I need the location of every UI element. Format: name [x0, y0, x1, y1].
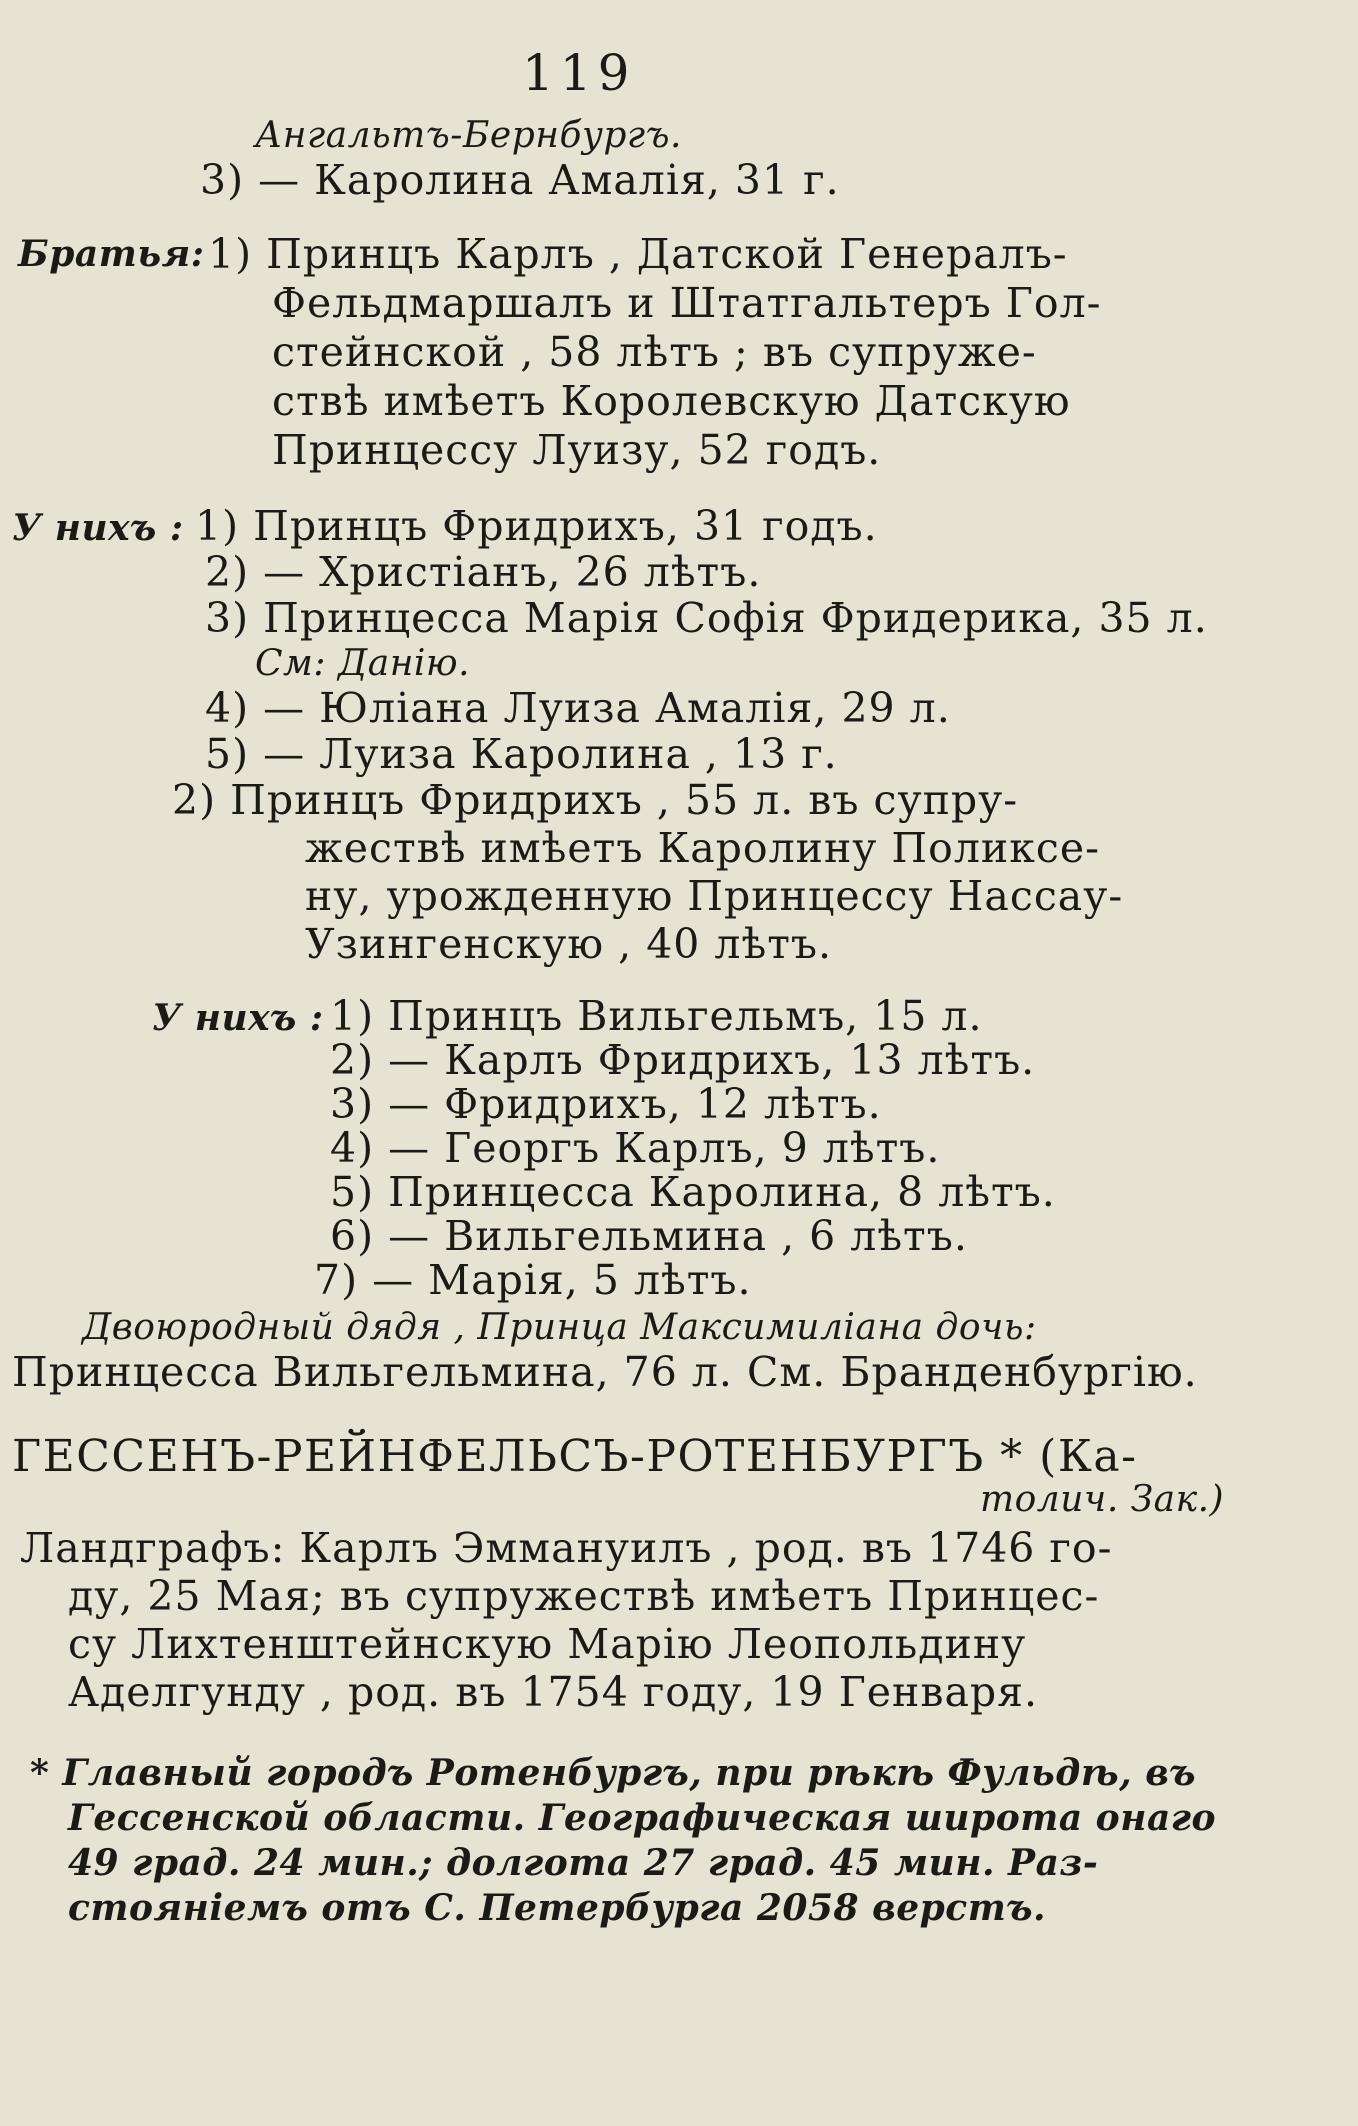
brother-2-line: Узингенскую , 40 лѣтъ. — [305, 920, 832, 968]
cousin-line: Двоюродный дядя , Принца Максимиліана дочь: — [82, 1307, 1037, 1348]
child-entry: 2) — Христіанъ, 26 лѣтъ. — [205, 548, 762, 596]
footnote-line: стояніемъ отъ С. Петербурга 2058 верстъ. — [68, 1887, 1047, 1929]
anhalt-line-3: 3) — Каролина Амалія, 31 г. — [200, 156, 840, 204]
child-entry: 4) — Юліана Луиза Амалія, 29 л. — [205, 684, 951, 732]
brother-1-line: стейнской , 58 лѣтъ ; въ супруже- — [272, 328, 1037, 376]
section-heading-cont: толич. Зак.) — [980, 1479, 1225, 1520]
child-entry: 5) Принцесса Каролина, 8 лѣтъ. — [330, 1168, 1056, 1216]
brother-1-line: 1) Принцъ Карлъ , Датской Генералъ- — [208, 230, 1068, 278]
cousin-line: Принцесса Вильгельмина, 76 л. См. Бранденбургію. — [12, 1348, 1198, 1396]
footnote-line: * Главный городъ Ротенбургъ, при рѣкѣ Фульдѣ, въ — [30, 1752, 1197, 1794]
landgrave-line: Аделгунду , род. въ 1754 году, 19 Генваря. — [68, 1668, 1039, 1716]
footnote-line: Гессенской области. Географическая широта онаго — [68, 1797, 1217, 1839]
child-entry: 4) — Георгъ Карлъ, 9 лѣтъ. — [330, 1124, 941, 1172]
brother-1-line: Принцессу Луизу, 52 годъ. — [272, 426, 882, 474]
brother-2-line: жествѣ имѣетъ Каролину Поликсе- — [305, 824, 1100, 872]
child-entry: 1) Принцъ Фридрихъ, 31 годъ. — [195, 502, 878, 550]
brother-1-line: ствѣ имѣетъ Королевскую Датскую — [272, 377, 1071, 425]
brother-2-line: 2) Принцъ Фридрихъ , 55 л. въ супру- — [172, 776, 1019, 824]
child-entry: 1) Принцъ Вильгельмъ, 15 л. — [330, 992, 983, 1040]
child-entry: 3) — Фридрихъ, 12 лѣтъ. — [330, 1080, 882, 1128]
brothers-label: Братья: — [18, 233, 205, 275]
brother-2-line: ну, урожденную Принцессу Нассау- — [305, 872, 1124, 920]
child-entry: 5) — Луиза Каролина , 13 г. — [205, 730, 838, 778]
section-heading: ГЕССЕНЪ-РЕЙНФЕЛЬСЪ-РОТЕНБУРГЪ * (Ка- — [12, 1431, 1138, 1482]
anhalt-header: Ангальтъ-Бернбургъ. — [255, 115, 682, 156]
page-number: 119 — [522, 44, 636, 102]
landgrave-line: Ландграфъ: Карлъ Эммануилъ , род. въ 1746 го- — [20, 1524, 1113, 1572]
cross-reference: См: Данію. — [255, 643, 471, 684]
child-entry: 7) — Марія, 5 лѣтъ. — [314, 1256, 752, 1304]
child-entry: 6) — Вильгельмина , 6 лѣтъ. — [330, 1212, 968, 1260]
landgrave-line: су Лихтенштейнскую Марію Леопольдину — [68, 1620, 1027, 1668]
landgrave-line: ду, 25 Мая; въ супружествѣ имѣетъ Принцес- — [68, 1572, 1100, 1620]
child-entry: 2) — Карлъ Фридрихъ, 13 лѣтъ. — [330, 1036, 1036, 1084]
children-label: У нихъ : — [152, 997, 324, 1039]
brother-1-line: Фельдмаршалъ и Штатгальтеръ Гол- — [272, 279, 1102, 327]
child-entry: 3) Принцесса Марія Софія Фридерика, 35 л. — [205, 594, 1208, 642]
children-label: У нихъ : — [12, 507, 184, 549]
footnote-line: 49 град. 24 мин.; долгота 27 град. 45 мин. Раз- — [68, 1842, 1099, 1884]
